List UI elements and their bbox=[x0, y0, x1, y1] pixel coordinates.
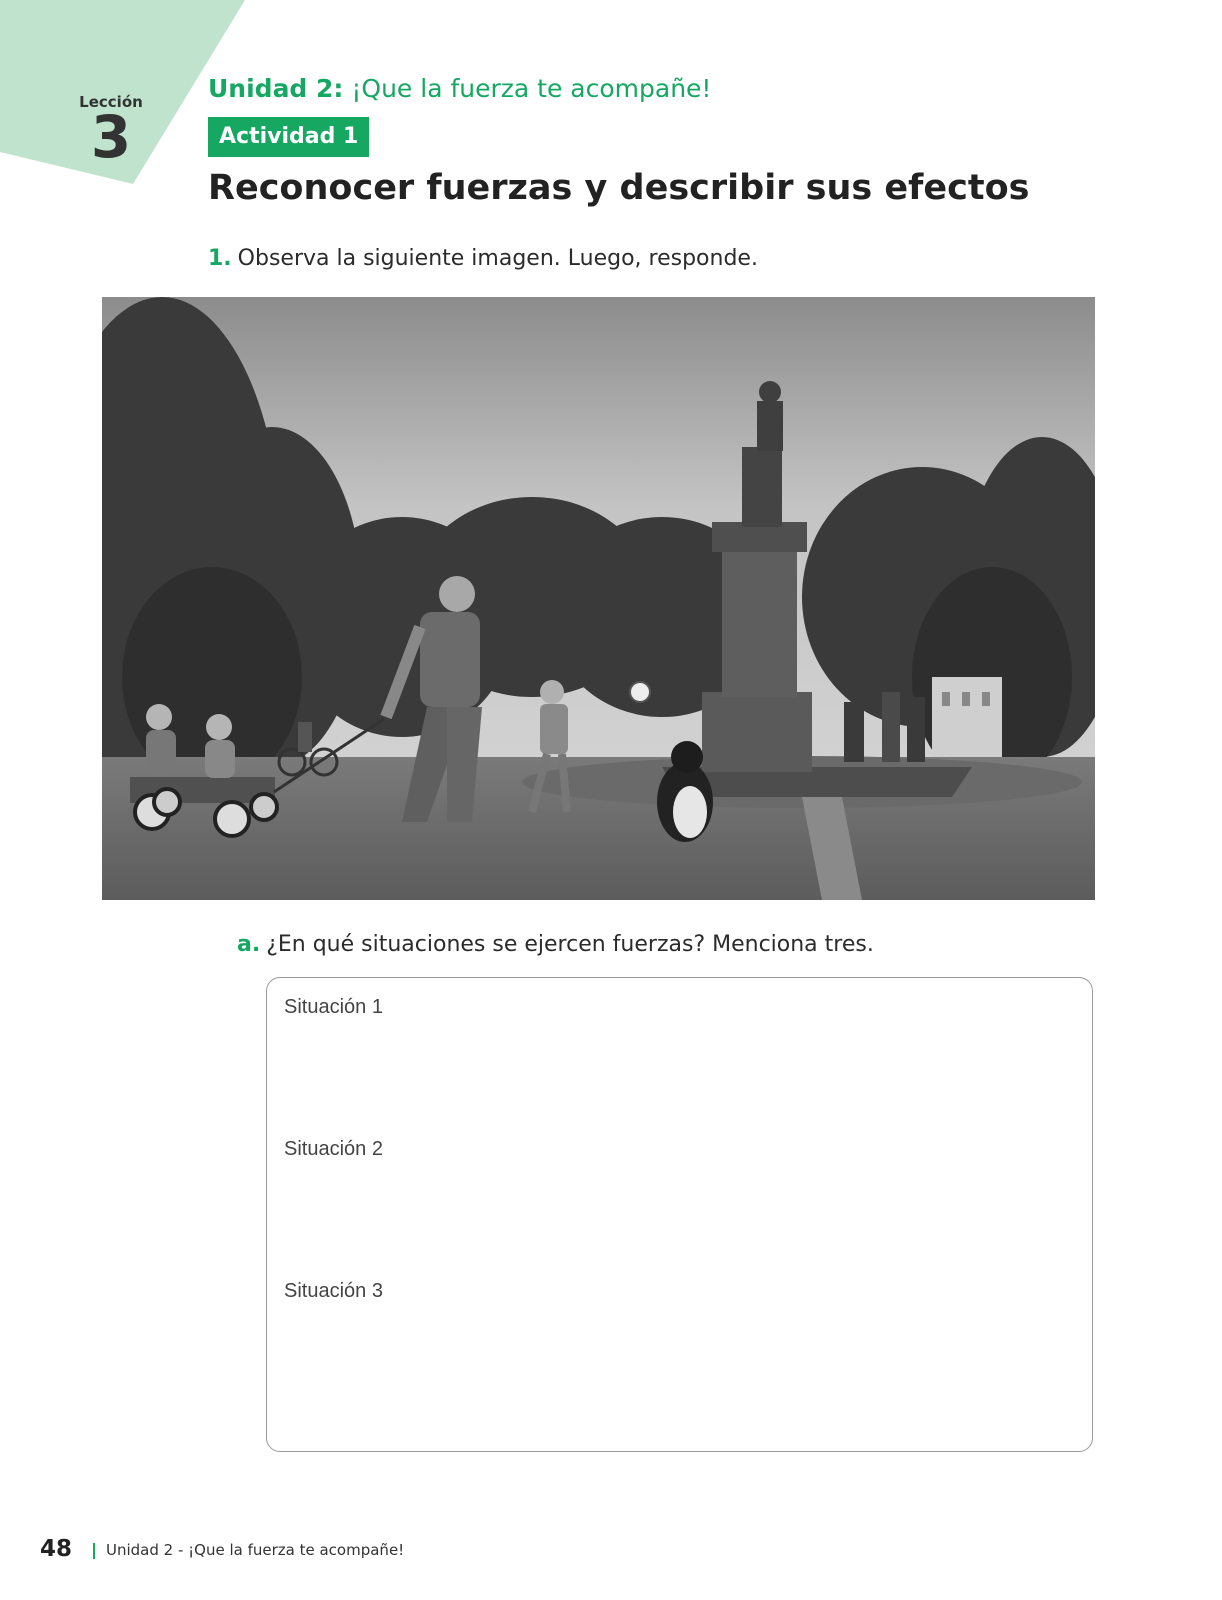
question-1 bbox=[208, 246, 758, 271]
footer-unit-text: Unidad 2 - ¡Que la fuerza te acompañe! bbox=[106, 1541, 405, 1559]
lesson-label: Lección bbox=[79, 93, 143, 111]
situation-2-label: Situación 2 bbox=[284, 1138, 383, 1160]
unit-prefix: Unidad 2: bbox=[208, 74, 344, 103]
footer-divider bbox=[93, 1543, 95, 1559]
situation-3-label: Situación 3 bbox=[284, 1280, 383, 1302]
question-1-number: 1. bbox=[208, 246, 232, 271]
situation-1-label: Situación 1 bbox=[284, 996, 383, 1018]
park-scene-image bbox=[102, 297, 1095, 900]
lesson-number: 3 bbox=[90, 103, 132, 171]
answer-box[interactable] bbox=[266, 977, 1093, 1452]
question-a-text: ¿En qué situaciones se ejercen fuerzas? Menciona tres. bbox=[266, 932, 874, 957]
question-a-letter: a. bbox=[237, 932, 261, 957]
page-number: 48 bbox=[40, 1536, 73, 1562]
unit-title: ¡Que la fuerza te acompañe! bbox=[351, 74, 712, 103]
question-a bbox=[237, 932, 874, 957]
page-title: Reconocer fuerzas y describir sus efectos bbox=[208, 168, 1030, 208]
activity-badge: Actividad 1 bbox=[208, 117, 369, 157]
question-1-text: Observa la siguiente imagen. Luego, responde. bbox=[237, 246, 758, 271]
unit-heading bbox=[208, 74, 711, 103]
